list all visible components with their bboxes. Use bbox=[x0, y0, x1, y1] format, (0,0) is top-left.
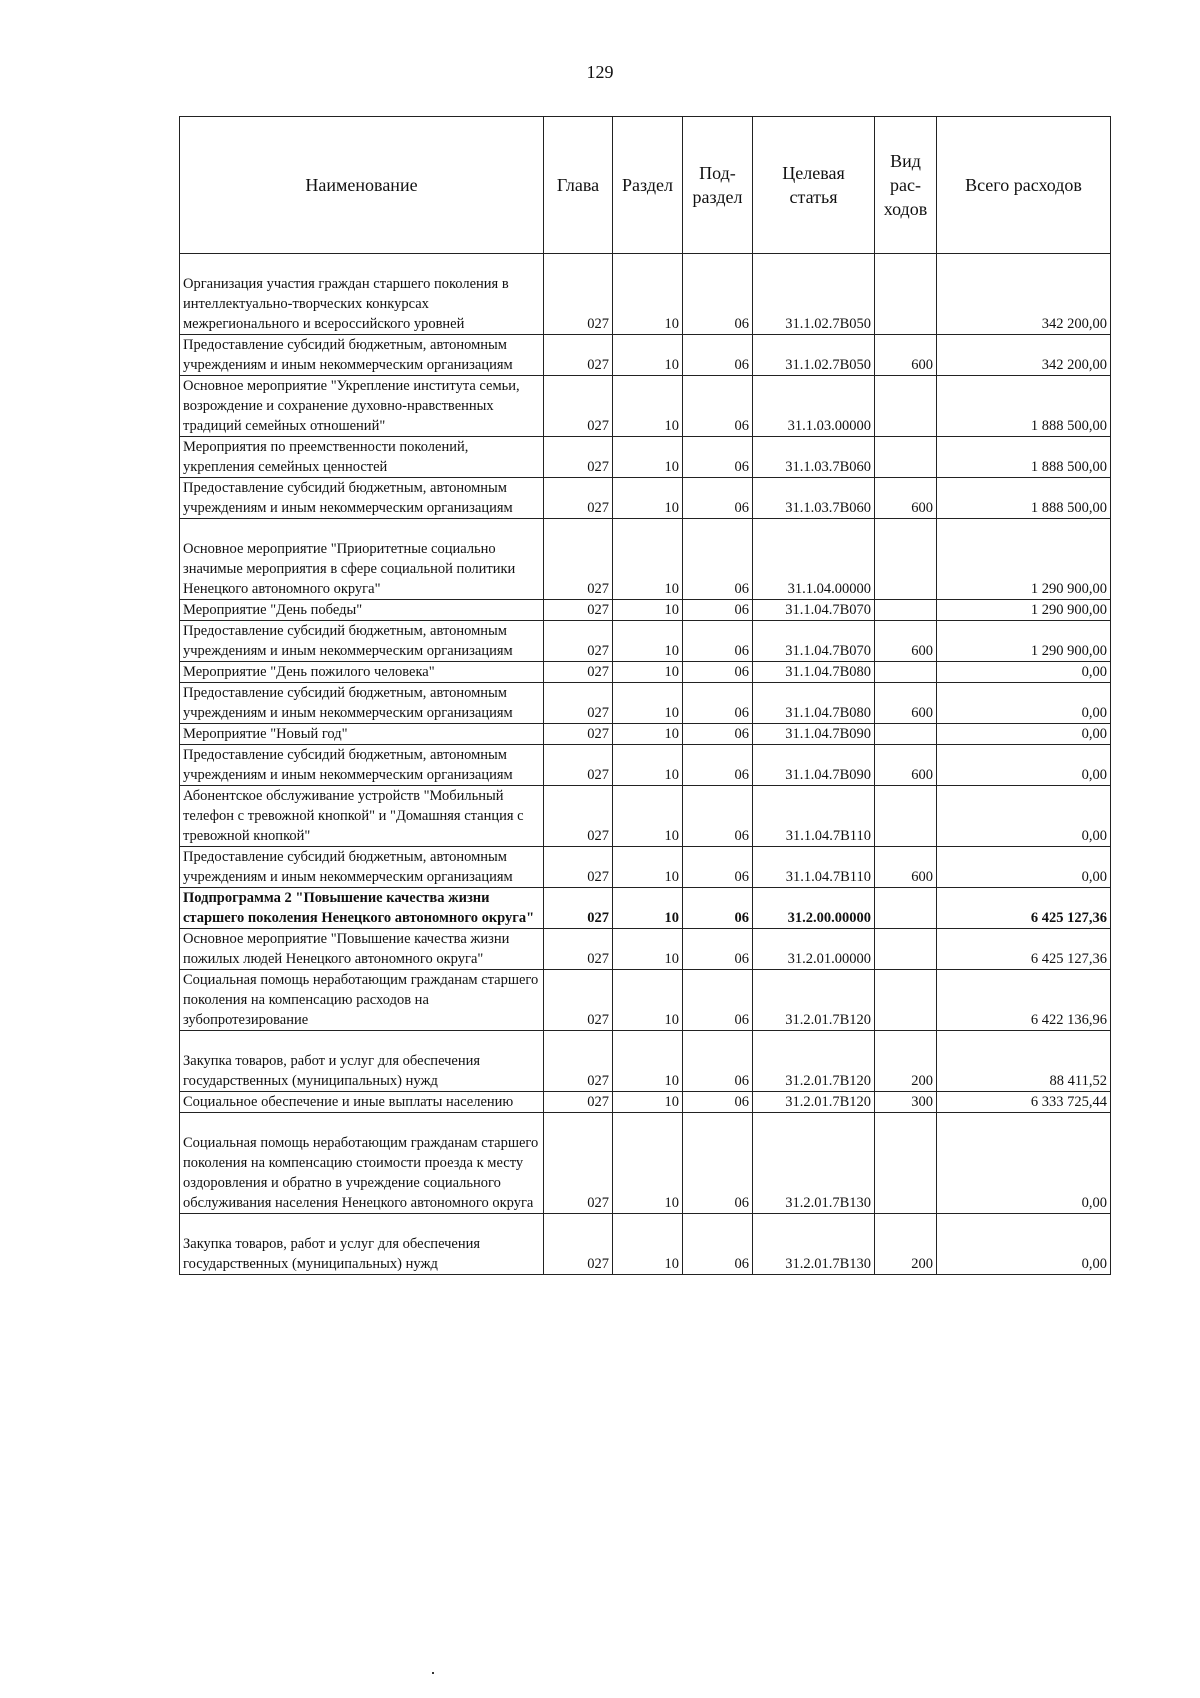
cell-razdel: 10 bbox=[613, 335, 683, 376]
cell-podrazdel: 06 bbox=[683, 786, 753, 847]
budget-table bbox=[179, 116, 1111, 1275]
cell-glava: 027 bbox=[544, 1113, 613, 1214]
scan-speck bbox=[432, 1672, 434, 1674]
table-row bbox=[180, 376, 1111, 437]
header-name: Наименование bbox=[180, 117, 544, 254]
cell-total: 6 422 136,96 bbox=[937, 970, 1111, 1031]
cell-name: Предоставление субсидий бюджетным, автономным учреждениям и иным некоммерческим организациям bbox=[180, 683, 544, 724]
cell-name: Мероприятие "День победы" bbox=[180, 600, 544, 621]
cell-vid bbox=[875, 600, 937, 621]
cell-razdel: 10 bbox=[613, 745, 683, 786]
cell-name: Мероприятие "День пожилого человека" bbox=[180, 662, 544, 683]
cell-name: Мероприятия по преемственности поколений, укрепления семейных ценностей bbox=[180, 437, 544, 478]
cell-razdel: 10 bbox=[613, 1113, 683, 1214]
cell-celevaya: 31.1.02.7В050 bbox=[753, 254, 875, 335]
cell-glava: 027 bbox=[544, 847, 613, 888]
cell-podrazdel: 06 bbox=[683, 1092, 753, 1113]
cell-podrazdel: 06 bbox=[683, 519, 753, 600]
cell-glava: 027 bbox=[544, 478, 613, 519]
cell-razdel: 10 bbox=[613, 724, 683, 745]
cell-razdel: 10 bbox=[613, 254, 683, 335]
cell-vid: 600 bbox=[875, 683, 937, 724]
cell-podrazdel: 06 bbox=[683, 478, 753, 519]
cell-razdel: 10 bbox=[613, 847, 683, 888]
cell-vid: 600 bbox=[875, 335, 937, 376]
cell-razdel: 10 bbox=[613, 888, 683, 929]
cell-celevaya: 31.1.04.7В090 bbox=[753, 745, 875, 786]
header-razdel: Раздел bbox=[613, 117, 683, 254]
cell-vid bbox=[875, 254, 937, 335]
cell-vid: 600 bbox=[875, 745, 937, 786]
table-row bbox=[180, 478, 1111, 519]
table-row bbox=[180, 335, 1111, 376]
cell-vid: 200 bbox=[875, 1031, 937, 1092]
table-row bbox=[180, 1092, 1111, 1113]
cell-name: Основное мероприятие "Повышение качества жизни пожилых людей Ненецкого автономного округа" bbox=[180, 929, 544, 970]
table-row bbox=[180, 621, 1111, 662]
table-row bbox=[180, 600, 1111, 621]
cell-vid: 600 bbox=[875, 847, 937, 888]
cell-vid: 600 bbox=[875, 478, 937, 519]
cell-name: Абонентское обслуживание устройств "Мобильный телефон с тревожной кнопкой" и "Домашняя станция с тревожной кнопкой" bbox=[180, 786, 544, 847]
cell-celevaya: 31.1.04.7В080 bbox=[753, 662, 875, 683]
table-row bbox=[180, 1214, 1111, 1275]
cell-total: 0,00 bbox=[937, 745, 1111, 786]
cell-celevaya: 31.2.01.7В120 bbox=[753, 1092, 875, 1113]
cell-celevaya: 31.1.03.00000 bbox=[753, 376, 875, 437]
cell-razdel: 10 bbox=[613, 376, 683, 437]
cell-name: Социальная помощь неработающим гражданам старшего поколения на компенсацию расходов на зубопротезирование bbox=[180, 970, 544, 1031]
cell-vid: 200 bbox=[875, 1214, 937, 1275]
cell-total: 342 200,00 bbox=[937, 254, 1111, 335]
cell-podrazdel: 06 bbox=[683, 929, 753, 970]
cell-name: Социальное обеспечение и иные выплаты населению bbox=[180, 1092, 544, 1113]
cell-razdel: 10 bbox=[613, 1214, 683, 1275]
table-row bbox=[180, 745, 1111, 786]
cell-glava: 027 bbox=[544, 437, 613, 478]
cell-total: 1 290 900,00 bbox=[937, 600, 1111, 621]
table-row bbox=[180, 519, 1111, 600]
cell-podrazdel: 06 bbox=[683, 683, 753, 724]
cell-glava: 027 bbox=[544, 683, 613, 724]
cell-glava: 027 bbox=[544, 724, 613, 745]
cell-podrazdel: 06 bbox=[683, 1214, 753, 1275]
table-header-row bbox=[180, 117, 1111, 254]
cell-celevaya: 31.1.02.7В050 bbox=[753, 335, 875, 376]
cell-razdel: 10 bbox=[613, 621, 683, 662]
cell-razdel: 10 bbox=[613, 662, 683, 683]
cell-celevaya: 31.2.00.00000 bbox=[753, 888, 875, 929]
table-row bbox=[180, 662, 1111, 683]
cell-podrazdel: 06 bbox=[683, 847, 753, 888]
table-row bbox=[180, 847, 1111, 888]
cell-razdel: 10 bbox=[613, 600, 683, 621]
cell-celevaya: 31.1.04.7В070 bbox=[753, 621, 875, 662]
cell-total: 1 888 500,00 bbox=[937, 437, 1111, 478]
cell-total: 1 290 900,00 bbox=[937, 519, 1111, 600]
cell-glava: 027 bbox=[544, 335, 613, 376]
cell-podrazdel: 06 bbox=[683, 1031, 753, 1092]
table-row bbox=[180, 929, 1111, 970]
header-celevaya: Целевая статья bbox=[753, 117, 875, 254]
cell-podrazdel: 06 bbox=[683, 335, 753, 376]
cell-vid bbox=[875, 1113, 937, 1214]
cell-celevaya: 31.1.04.7В080 bbox=[753, 683, 875, 724]
cell-glava: 027 bbox=[544, 662, 613, 683]
cell-razdel: 10 bbox=[613, 1092, 683, 1113]
table-row bbox=[180, 683, 1111, 724]
cell-celevaya: 31.2.01.00000 bbox=[753, 929, 875, 970]
cell-razdel: 10 bbox=[613, 786, 683, 847]
cell-razdel: 10 bbox=[613, 519, 683, 600]
cell-celevaya: 31.1.04.7В110 bbox=[753, 786, 875, 847]
cell-podrazdel: 06 bbox=[683, 888, 753, 929]
cell-vid bbox=[875, 929, 937, 970]
cell-podrazdel: 06 bbox=[683, 437, 753, 478]
cell-total: 6 425 127,36 bbox=[937, 888, 1111, 929]
header-glava: Глава bbox=[544, 117, 613, 254]
cell-podrazdel: 06 bbox=[683, 724, 753, 745]
cell-podrazdel: 06 bbox=[683, 376, 753, 437]
cell-name: Предоставление субсидий бюджетным, автономным учреждениям и иным некоммерческим организациям bbox=[180, 847, 544, 888]
cell-vid: 600 bbox=[875, 621, 937, 662]
header-podrazdel: Под- раздел bbox=[683, 117, 753, 254]
cell-glava: 027 bbox=[544, 929, 613, 970]
cell-total: 0,00 bbox=[937, 683, 1111, 724]
cell-glava: 027 bbox=[544, 888, 613, 929]
cell-celevaya: 31.1.03.7В060 bbox=[753, 478, 875, 519]
cell-podrazdel: 06 bbox=[683, 254, 753, 335]
cell-celevaya: 31.2.01.7В130 bbox=[753, 1113, 875, 1214]
cell-vid bbox=[875, 376, 937, 437]
cell-podrazdel: 06 bbox=[683, 662, 753, 683]
cell-glava: 027 bbox=[544, 1031, 613, 1092]
cell-celevaya: 31.1.03.7В060 bbox=[753, 437, 875, 478]
cell-razdel: 10 bbox=[613, 970, 683, 1031]
cell-vid: 300 bbox=[875, 1092, 937, 1113]
cell-vid bbox=[875, 519, 937, 600]
cell-name: Предоставление субсидий бюджетным, автономным учреждениям и иным некоммерческим организациям bbox=[180, 478, 544, 519]
cell-total: 0,00 bbox=[937, 1214, 1111, 1275]
cell-name: Закупка товаров, работ и услуг для обеспечения государственных (муниципальных) нужд bbox=[180, 1214, 544, 1275]
cell-podrazdel: 06 bbox=[683, 621, 753, 662]
cell-name: Социальная помощь неработающим гражданам старшего поколения на компенсацию стоимости проезда к месту оздоровления и обратно в учреждение социального обслуживания населения Ненецкого автономного округа bbox=[180, 1113, 544, 1214]
cell-total: 0,00 bbox=[937, 1113, 1111, 1214]
cell-total: 0,00 bbox=[937, 662, 1111, 683]
cell-name: Основное мероприятие "Приоритетные социально значимые мероприятия в сфере социальной политики Ненецкого автономного округа" bbox=[180, 519, 544, 600]
cell-celevaya: 31.1.04.7В090 bbox=[753, 724, 875, 745]
cell-razdel: 10 bbox=[613, 683, 683, 724]
table-row bbox=[180, 786, 1111, 847]
cell-celevaya: 31.2.01.7В130 bbox=[753, 1214, 875, 1275]
cell-celevaya: 31.2.01.7В120 bbox=[753, 970, 875, 1031]
cell-name: Предоставление субсидий бюджетным, автономным учреждениям и иным некоммерческим организациям bbox=[180, 621, 544, 662]
cell-celevaya: 31.1.04.7В070 bbox=[753, 600, 875, 621]
cell-podrazdel: 06 bbox=[683, 745, 753, 786]
cell-total: 1 290 900,00 bbox=[937, 621, 1111, 662]
cell-total: 6 425 127,36 bbox=[937, 929, 1111, 970]
cell-glava: 027 bbox=[544, 1214, 613, 1275]
cell-name: Закупка товаров, работ и услуг для обеспечения государственных (муниципальных) нужд bbox=[180, 1031, 544, 1092]
cell-total: 342 200,00 bbox=[937, 335, 1111, 376]
cell-razdel: 10 bbox=[613, 478, 683, 519]
cell-name: Предоставление субсидий бюджетным, автономным учреждениям и иным некоммерческим организациям bbox=[180, 335, 544, 376]
cell-glava: 027 bbox=[544, 786, 613, 847]
cell-vid bbox=[875, 437, 937, 478]
cell-podrazdel: 06 bbox=[683, 970, 753, 1031]
page-number: 129 bbox=[586, 62, 614, 82]
cell-vid bbox=[875, 786, 937, 847]
cell-vid bbox=[875, 888, 937, 929]
cell-glava: 027 bbox=[544, 254, 613, 335]
table-row bbox=[180, 254, 1111, 335]
cell-total: 0,00 bbox=[937, 724, 1111, 745]
table-row bbox=[180, 1113, 1111, 1214]
cell-glava: 027 bbox=[544, 600, 613, 621]
cell-name: Организация участия граждан старшего поколения в интеллектуально-творческих конкурсах межрегионального и всероссийского уровней bbox=[180, 254, 544, 335]
cell-name: Предоставление субсидий бюджетным, автономным учреждениям и иным некоммерческим организациям bbox=[180, 745, 544, 786]
cell-razdel: 10 bbox=[613, 437, 683, 478]
cell-total: 0,00 bbox=[937, 847, 1111, 888]
cell-razdel: 10 bbox=[613, 929, 683, 970]
table-row bbox=[180, 970, 1111, 1031]
cell-celevaya: 31.1.04.00000 bbox=[753, 519, 875, 600]
cell-name: Основное мероприятие "Укрепление института семьи, возрождение и сохранение духовно-нравственных традиций семейных отношений" bbox=[180, 376, 544, 437]
cell-podrazdel: 06 bbox=[683, 1113, 753, 1214]
cell-glava: 027 bbox=[544, 621, 613, 662]
cell-celevaya: 31.1.04.7В110 bbox=[753, 847, 875, 888]
cell-total: 1 888 500,00 bbox=[937, 376, 1111, 437]
cell-glava: 027 bbox=[544, 519, 613, 600]
cell-total: 6 333 725,44 bbox=[937, 1092, 1111, 1113]
cell-total: 1 888 500,00 bbox=[937, 478, 1111, 519]
cell-name: Мероприятие "Новый год" bbox=[180, 724, 544, 745]
table-row bbox=[180, 1031, 1111, 1092]
table-row bbox=[180, 724, 1111, 745]
table-row bbox=[180, 437, 1111, 478]
cell-podrazdel: 06 bbox=[683, 600, 753, 621]
cell-glava: 027 bbox=[544, 1092, 613, 1113]
cell-glava: 027 bbox=[544, 376, 613, 437]
cell-vid bbox=[875, 662, 937, 683]
header-total: Всего расходов bbox=[937, 117, 1111, 254]
cell-name: Подпрограмма 2 "Повышение качества жизни старшего поколения Ненецкого автономного округа" bbox=[180, 888, 544, 929]
header-vid: Вид рас- ходов bbox=[875, 117, 937, 254]
cell-total: 0,00 bbox=[937, 786, 1111, 847]
cell-glava: 027 bbox=[544, 970, 613, 1031]
cell-glava: 027 bbox=[544, 745, 613, 786]
cell-celevaya: 31.2.01.7В120 bbox=[753, 1031, 875, 1092]
table-body bbox=[180, 254, 1111, 1275]
cell-razdel: 10 bbox=[613, 1031, 683, 1092]
cell-vid bbox=[875, 970, 937, 1031]
cell-total: 88 411,52 bbox=[937, 1031, 1111, 1092]
table-row bbox=[180, 888, 1111, 929]
cell-vid bbox=[875, 724, 937, 745]
